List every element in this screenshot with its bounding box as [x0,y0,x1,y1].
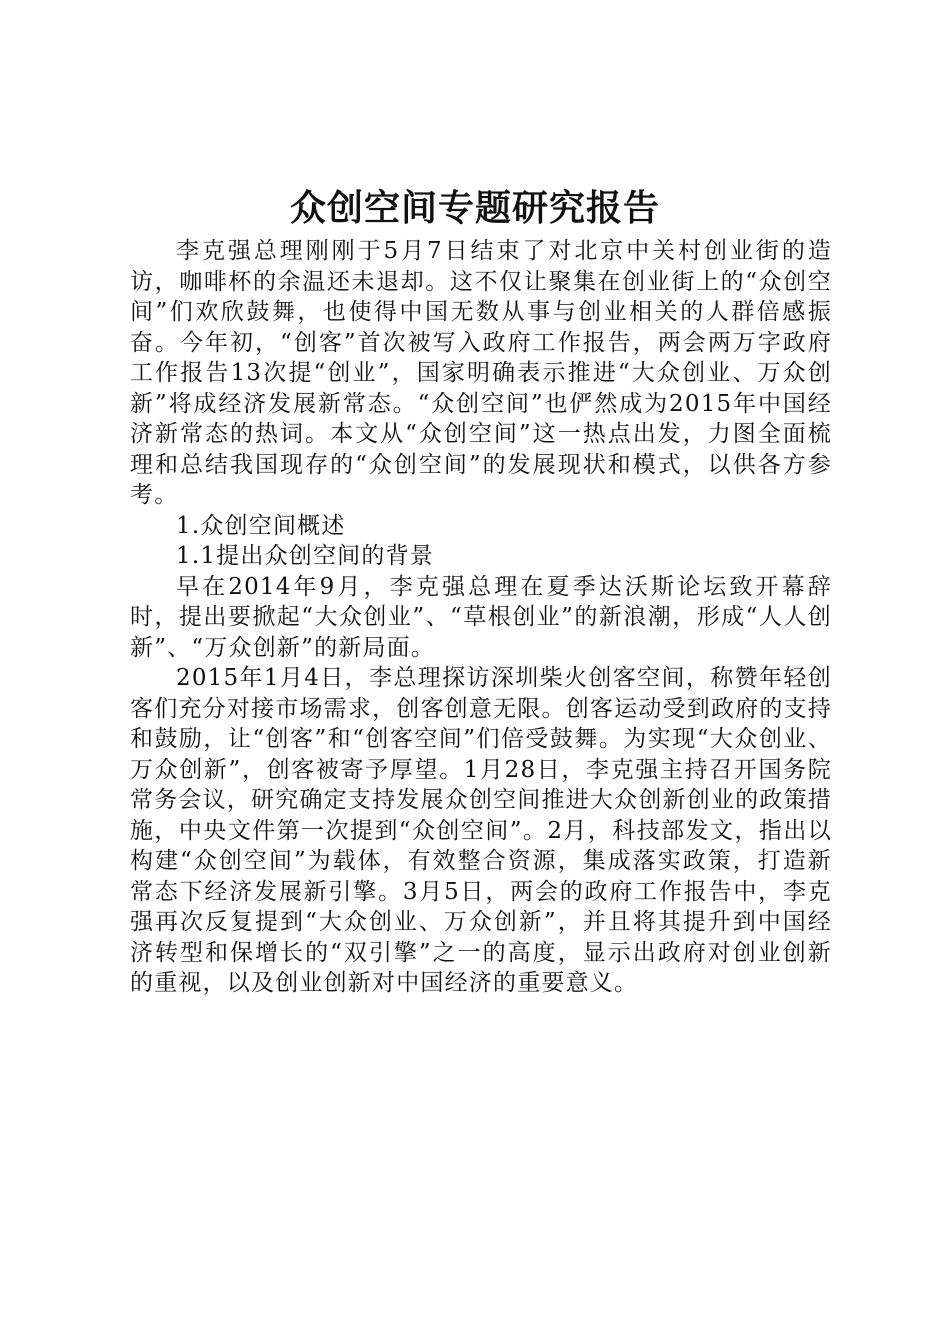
section-heading-1-1: 1.1提出众创空间的背景 [176,543,434,569]
section-heading-1: 1.众创空间概述 [176,512,346,539]
document-body [130,236,832,999]
document-title: 众创空间专题研究报告 [289,187,660,229]
paragraph-intro: 李克强总理刚刚于5月7日结束了对北京中关村创业街的造访，咖啡杯的余温还未退却。这不仅让聚集在创业街上的“众创空间”们欢欣鼓舞，也使得中国无数从事与创业相关的人群倍感振奋。今年初，“创客”首次被写入政府工作报告，两会两万字政府工作报告13次提“创业”，国家明确表示推进“大众创业、万众创新”将成经济发展新常态。“众创空间”也俨然成为2015年中国经济新常态的热词。本文从“众创空间”这一热点出发，力图全面梳理和总结我国现存的“众创空间”的发展现状和模式，以供各方参考。 [130,238,832,508]
paragraph-background-2014: 早在2014年9月，李克强总理在夏季达沃斯论坛致开幕辞时，提出要掀起“大众创业”、“草根创业”的新浪潮，形成“人人创新”、“万众创新”的新局面。 [130,573,832,661]
paragraph-background-2015: 2015年1月4日，李总理探访深圳柴火创客空间，称赞年轻创客们充分对接市场需求，创客创意无限。创客运动受到政府的支持和鼓励，让“创客”和“创客空间”们倍受鼓舞。为实现“大众创业、万众创新”，创客被寄予厚望。1月28日，李克强主持召开国务院常务会议，研究确定支持发展众创空间推进大众创新创业的政策措施，中央文件第一次提到“众创空间”。2月，科技部发文，指出以构建“众创空间”为载体，有效整合资源，集成落实政策，打造新常态下经济发展新引擎。3月5日，两会的政府工作报告中，李克强再次反复提到“大众创业、万众创新”，并且将其提升到中国经济转型和保增长的“双引擎”之一的高度，显示出政府对创业创新的重视，以及创业创新对中国经济的重要意义。 [130,665,832,996]
